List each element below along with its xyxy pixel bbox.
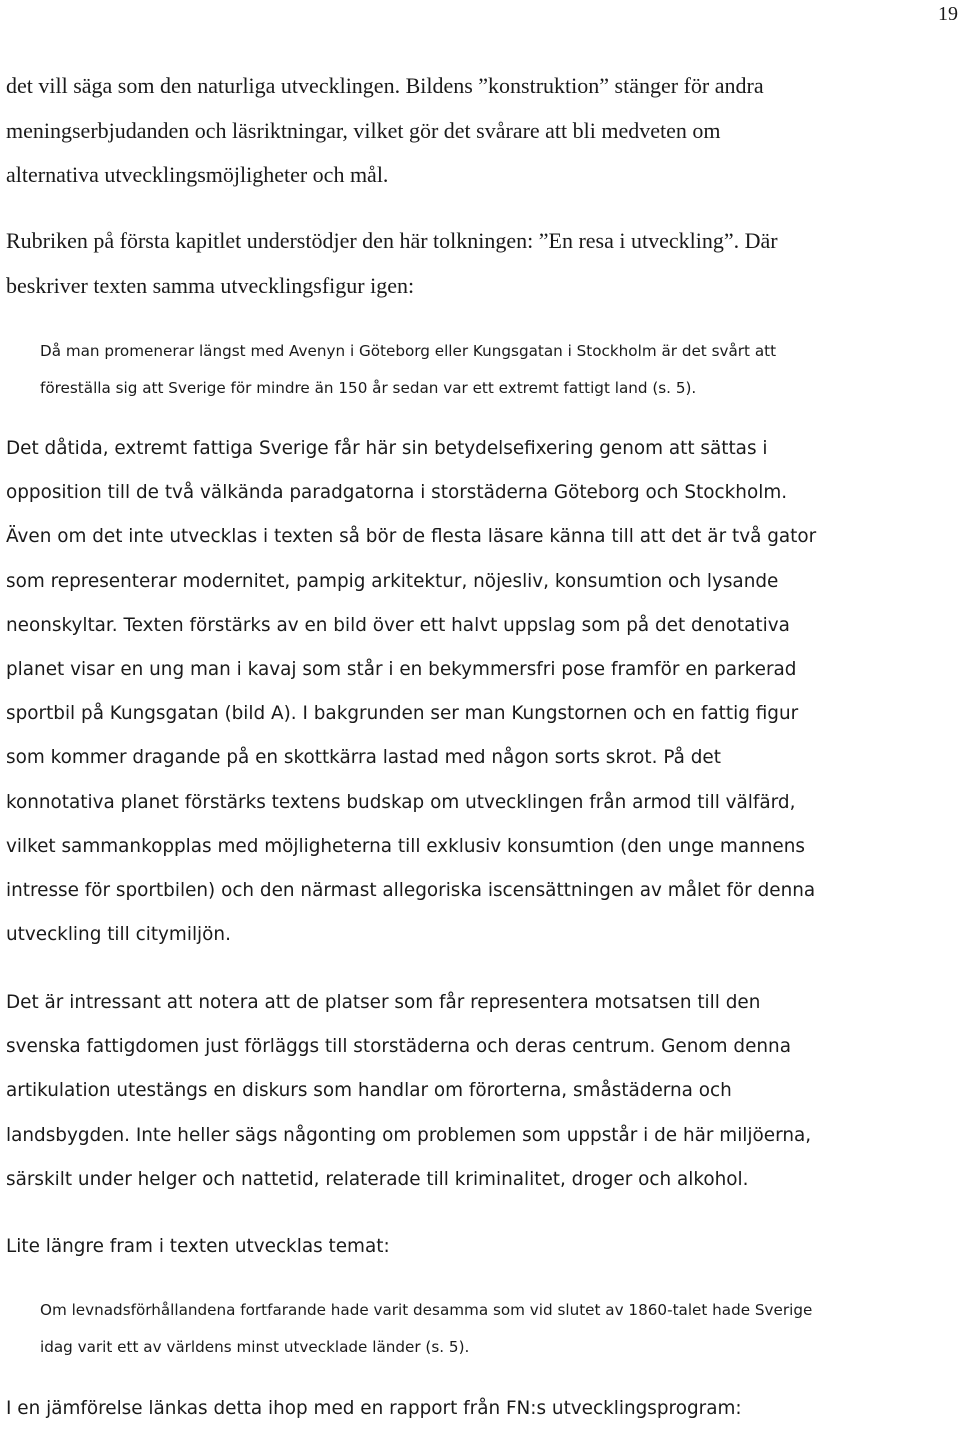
text-line: intresse för sportbilen) och den närmast allegoriska iscensättningen av målet för denna [6, 880, 816, 902]
text-line: Även om det inte utvecklas i texten så bör de flesta läsare känna till att det är två gator [6, 526, 817, 548]
quote-line: föreställa sig att Sverige för mindre än 150 år sedan var ett extremt fattigt land (s. 5). [40, 379, 697, 397]
text-line: alternativa utvecklingsmöjligheter och mål. [6, 162, 389, 187]
text-line: Lite längre fram i texten utvecklas temat: [6, 1236, 390, 1257]
page-number: 19 [938, 3, 958, 25]
text-line: konnotativa planet förstärks textens budskap om utvecklingen från armod till välfärd, [6, 791, 796, 813]
block-quote-1860s [40, 1292, 812, 1366]
text-line: Det är intressant att notera att de platser som får representera motsatsen till den [6, 992, 761, 1013]
paragraph-theme-intro [6, 1225, 390, 1269]
text-line: som representerar modernitet, pampig arkitektur, nöjesliv, konsumtion och lysande [6, 570, 779, 592]
text-line: meningserbjudanden och läsriktningar, vilket gör det svårare att bli medveten om [6, 117, 721, 143]
text-line: Rubriken på första kapitlet understödjer den här tolkningen: ”En resa i utveckling”. Där [6, 228, 778, 253]
text-line: neonskyltar. Texten förstärks av en bild över ett halvt uppslag som på det denotativa [6, 614, 790, 636]
paragraph-meaning-fixation [6, 427, 816, 957]
text-line: som kommer dragande på en skottkärra lastad med någon sorts skrot. På det [6, 747, 721, 769]
quote-line: Då man promenerar längst med Avenyn i Göteborg eller Kungsgatan i Stockholm är det svårt att [40, 342, 777, 360]
text-line: svenska fattigdomen just förläggs till storstäderna och deras centrum. Genom denna [6, 1036, 791, 1058]
text-line: utveckling till citymiljön. [6, 924, 231, 946]
paragraph-natural-development [6, 64, 764, 198]
quote-line: Om levnadsförhållandena fortfarande hade varit desamma som vid slutet av 1860-talet hade Sverige [40, 1301, 813, 1319]
text-line: Det dåtida, extremt fattiga Sverige får här sin betydelsefixering genom att sättas i [6, 438, 768, 459]
quote-line: idag varit ett av världens minst utvecklade länder (s. 5). [40, 1338, 470, 1356]
paragraph-urban-centres [6, 981, 811, 1202]
paragraph-un-comparison [6, 1387, 742, 1431]
text-line: landsbygden. Inte heller sägs någonting om problemen som uppstår i de här miljöerna, [6, 1124, 812, 1146]
text-line: opposition till de två välkända paradgatorna i storstäderna Göteborg och Stockholm. [6, 482, 788, 504]
text-line: sportbil på Kungsgatan (bild A). I bakgrunden ser man Kungstornen och en fattig figur [6, 703, 799, 725]
text-line: I en jämförelse länkas detta ihop med en rapport från FN:s utvecklingsprogram: [6, 1398, 742, 1419]
paragraph-chapter-heading [6, 219, 778, 308]
text-line: vilket sammankopplas med möjligheterna till exklusiv konsumtion (den unge mannens [6, 835, 805, 857]
text-line: artikulation utestängs en diskurs som handlar om förorterna, småstäderna och [6, 1080, 732, 1102]
block-quote-avenyn [40, 333, 776, 407]
text-line: beskriver texten samma utvecklingsfigur igen: [6, 272, 415, 298]
text-line: planet visar en ung man i kavaj som står i en bekymmersfri pose framför en parkerad [6, 659, 797, 681]
text-line: särskilt under helger och nattetid, relaterade till kriminalitet, droger och alkohol. [6, 1168, 749, 1190]
text-line: det vill säga som den naturliga utvecklingen. Bildens ”konstruktion” stänger för andra [6, 73, 764, 98]
